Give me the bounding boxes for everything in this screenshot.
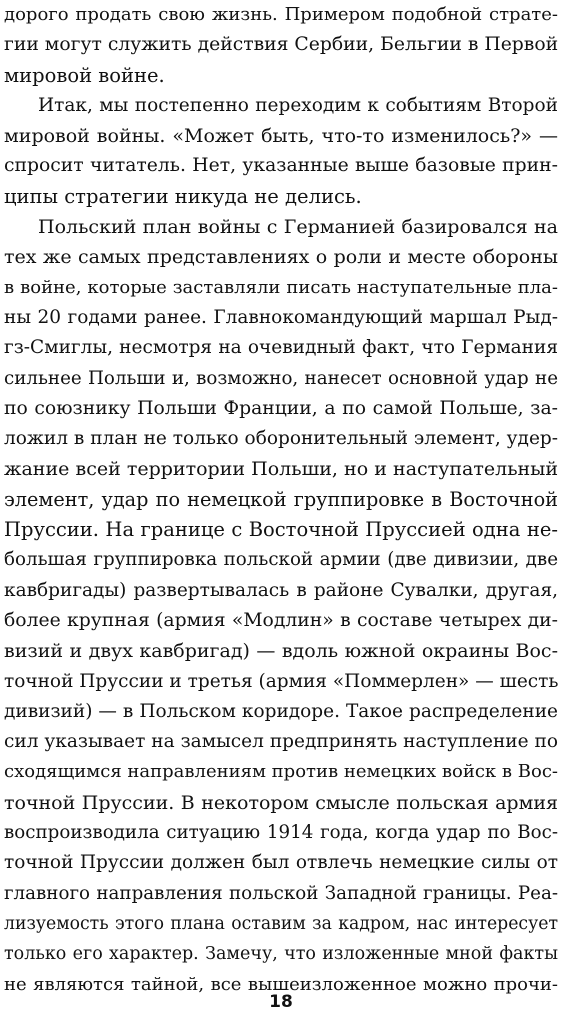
text-line: сходящимся направлениям против немецких войск в Вос- bbox=[4, 761, 558, 783]
text-line: точной Пруссии должен был отвлечь немецкие силы от bbox=[4, 852, 558, 874]
text-line: более крупная (армия «Модлин» в составе четырех ди- bbox=[4, 609, 558, 631]
text-line: в войне, которые заставляли писать наступательные пла- bbox=[4, 276, 558, 298]
text-line: гии могут служить действия Сербии, Бельгии в Первой bbox=[4, 34, 558, 56]
text-line: спросит читатель. Нет, указанные выше базовые прин- bbox=[4, 155, 558, 177]
text-line: жание всей территории Польши, но и наступательный bbox=[4, 458, 558, 481]
text-line: гз-Смиглы, несмотря на очевидный факт, что Германия bbox=[4, 337, 558, 359]
text-line: Пруссии. На границе с Восточной Пруссией одна не- bbox=[4, 518, 558, 542]
text-line: точной Пруссии. В некотором смысле польская армия bbox=[4, 791, 558, 814]
text-line: ложил в план не только оборонительный элемент, удер- bbox=[4, 428, 558, 450]
body-text bbox=[4, 0, 558, 1000]
text-line: ны 20 годами ранее. Главнокомандующий маршал Рыд- bbox=[4, 306, 558, 328]
text-line: тех же самых представлениях о роли и месте обороны bbox=[4, 246, 558, 269]
text-line: сильнее Польши и, возможно, нанесет основной удар не bbox=[4, 367, 558, 389]
text-line: точной Пруссии и третья (армия «Поммерлен» — шесть bbox=[4, 670, 558, 692]
text-line: элемент, удар по немецкой группировке в Восточной bbox=[4, 487, 558, 511]
text-line: кавбригады) развертывалась в районе Сувалки, другая, bbox=[4, 579, 558, 601]
text-line: не являются тайной, все вышеизложенное можно прочи- bbox=[4, 973, 558, 995]
page-number: 18 bbox=[269, 992, 293, 1012]
text-line: Итак, мы постепенно переходим к событиям Второй bbox=[38, 94, 558, 116]
text-line: ципы стратегии никуда не делись. bbox=[4, 184, 362, 208]
text-line: большая группировка польской армии (две дивизии, две bbox=[4, 549, 558, 571]
text-line: дивизий) — в Польском коридоре. Такое распределение bbox=[4, 700, 558, 722]
text-line: лизуемость этого плана оставим за кадром, нас интересует bbox=[4, 913, 558, 934]
text-line: визий и двух кавбригад) — вдоль южной окраины Вос- bbox=[4, 640, 558, 663]
text-line: по союзнику Польши Франции, а по самой Польше, за- bbox=[4, 397, 558, 419]
text-line: сил указывает на замысел предпринять наступление по bbox=[4, 731, 558, 753]
text-line: мировой войны. «Может быть, что-то изменилось?» — bbox=[4, 125, 558, 148]
text-line: только его характер. Замечу, что изложенные мной факты bbox=[4, 944, 558, 965]
text-line: дорого продать свою жизнь. Примером подобной страте- bbox=[4, 4, 558, 25]
text-line: главного направления польской Западной границы. Реа- bbox=[4, 882, 558, 904]
text-line: Польский план войны с Германией базировался на bbox=[38, 216, 558, 239]
text-line: воспроизводила ситуацию 1914 года, когда удар по Вос- bbox=[4, 822, 558, 844]
text-line: мировой войне. bbox=[4, 63, 165, 87]
